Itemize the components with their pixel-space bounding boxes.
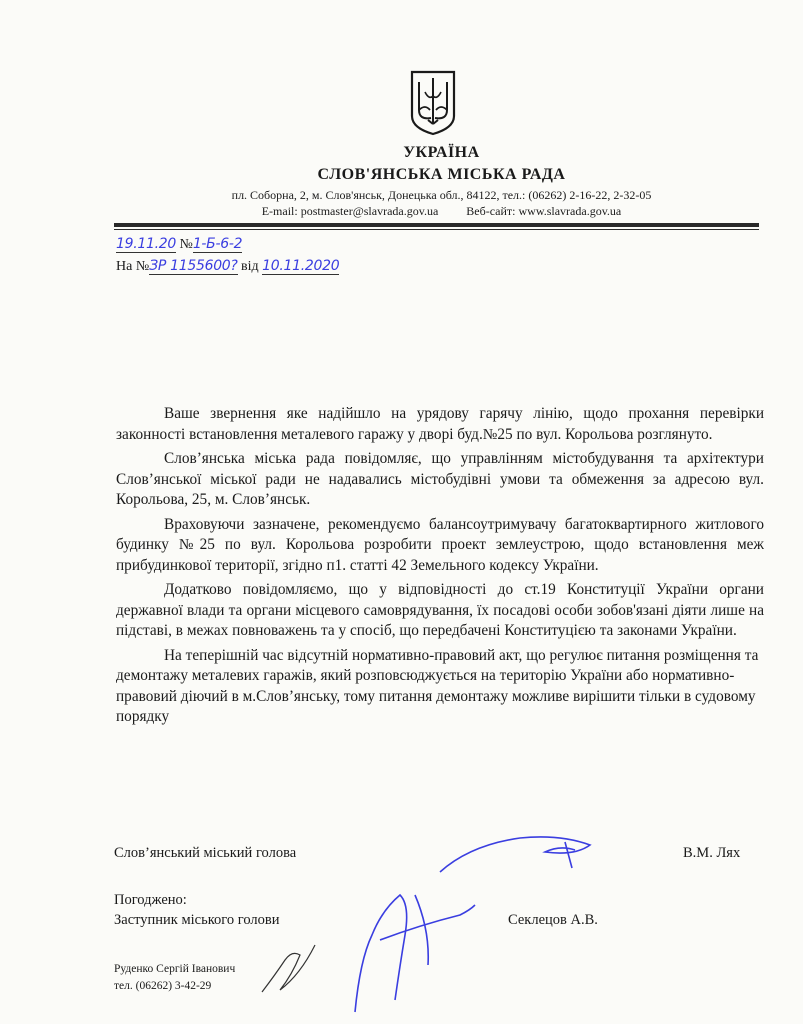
organization-heading: СЛОВ'ЯНСЬКА МІСЬКА РАДА bbox=[317, 166, 566, 183]
body-paragraph: На теперішній час відсутній нормативно-правовий акт, що регулює питання розміщення та демонтажу металевих гаражів, який розповсюджується на територію України або нормативно-правовий діючий в м.Слов’янську, тому питання демонтажу можливе вирішити тільки в судовому порядку bbox=[116, 646, 759, 725]
organization-contacts bbox=[40, 204, 803, 219]
incoming-number: ЗР 1155600? bbox=[149, 258, 238, 274]
outgoing-number: 1-Б-6-2 bbox=[192, 236, 243, 252]
agreed-label: Погоджено: bbox=[114, 892, 187, 908]
letter-body bbox=[116, 404, 764, 732]
mayor-name: В.М. Лях bbox=[683, 845, 741, 861]
email-line: E-mail: postmaster@slavrada.gov.ua bbox=[261, 204, 439, 218]
header-divider bbox=[114, 223, 759, 227]
incoming-date: 10.11.2020 bbox=[262, 258, 340, 274]
deputy-title: Заступник міського голови bbox=[114, 912, 280, 928]
incoming-reference bbox=[116, 258, 339, 275]
coat-of-arms-icon bbox=[409, 70, 457, 136]
deputy-name: Секлецов А.В. bbox=[508, 912, 598, 928]
body-paragraph: Враховуючи зазначене, рекомендуємо балансоутримувачу багатоквартирного житлового будинку №25 по вул. Корольова розробити проект землеустрою, щодо встановлення меж прибудинкової території, згідно п1. статті 42 Земельного кодексу України. bbox=[116, 515, 764, 574]
number-label: № bbox=[179, 237, 193, 252]
organization-address: пл. Соборна, 2, м. Слов'янськ, Донецька обл., 84122, тел.: (06262) 2-16-22, 2-32-05 bbox=[231, 188, 652, 202]
header-divider-thin bbox=[114, 229, 759, 230]
from-label: від bbox=[241, 259, 259, 274]
executor-name: Руденко Сергій Іванович bbox=[114, 963, 236, 975]
mayor-title: Слов’янський міський голова bbox=[114, 845, 297, 861]
mayor-signature bbox=[440, 837, 590, 872]
outgoing-reference bbox=[116, 236, 242, 253]
body-paragraph: Слов’янська міська рада повідомляє, що управлінням містобудування та архітектури Слов’янської міської ради не надавались містобудівні умови та обмеження за адресою вул. Корольова, 25, м. Слов’янськ. bbox=[116, 450, 764, 508]
incoming-label: На № bbox=[116, 259, 150, 274]
executor-phone: тел. (06262) 3-42-29 bbox=[114, 980, 212, 992]
executor-signature bbox=[262, 945, 315, 992]
outgoing-date: 19.11.20 bbox=[116, 236, 176, 252]
website-line: Веб-сайт: www.slavrada.gov.ua bbox=[466, 204, 622, 218]
body-paragraph: Ваше звернення яке надійшло на урядову гарячу лінію, щодо прохання перевірки законності встановлення металевого гаражу у дворі буд.№25 по вул. Корольова розглянуто. bbox=[116, 405, 764, 443]
body-paragraph: Додатково повідомляємо, що у відповідності до ст.19 Конституції України органи державної влади та органи місцевого самоврядування, їх посадові особи зобов'язані діяти лише на підставі, в межах повноважень та у спосіб, що передбачені Конституцією та законами України. bbox=[116, 581, 764, 639]
deputy-signature bbox=[355, 895, 475, 1012]
country-heading: УКРАЇНА bbox=[403, 144, 480, 161]
